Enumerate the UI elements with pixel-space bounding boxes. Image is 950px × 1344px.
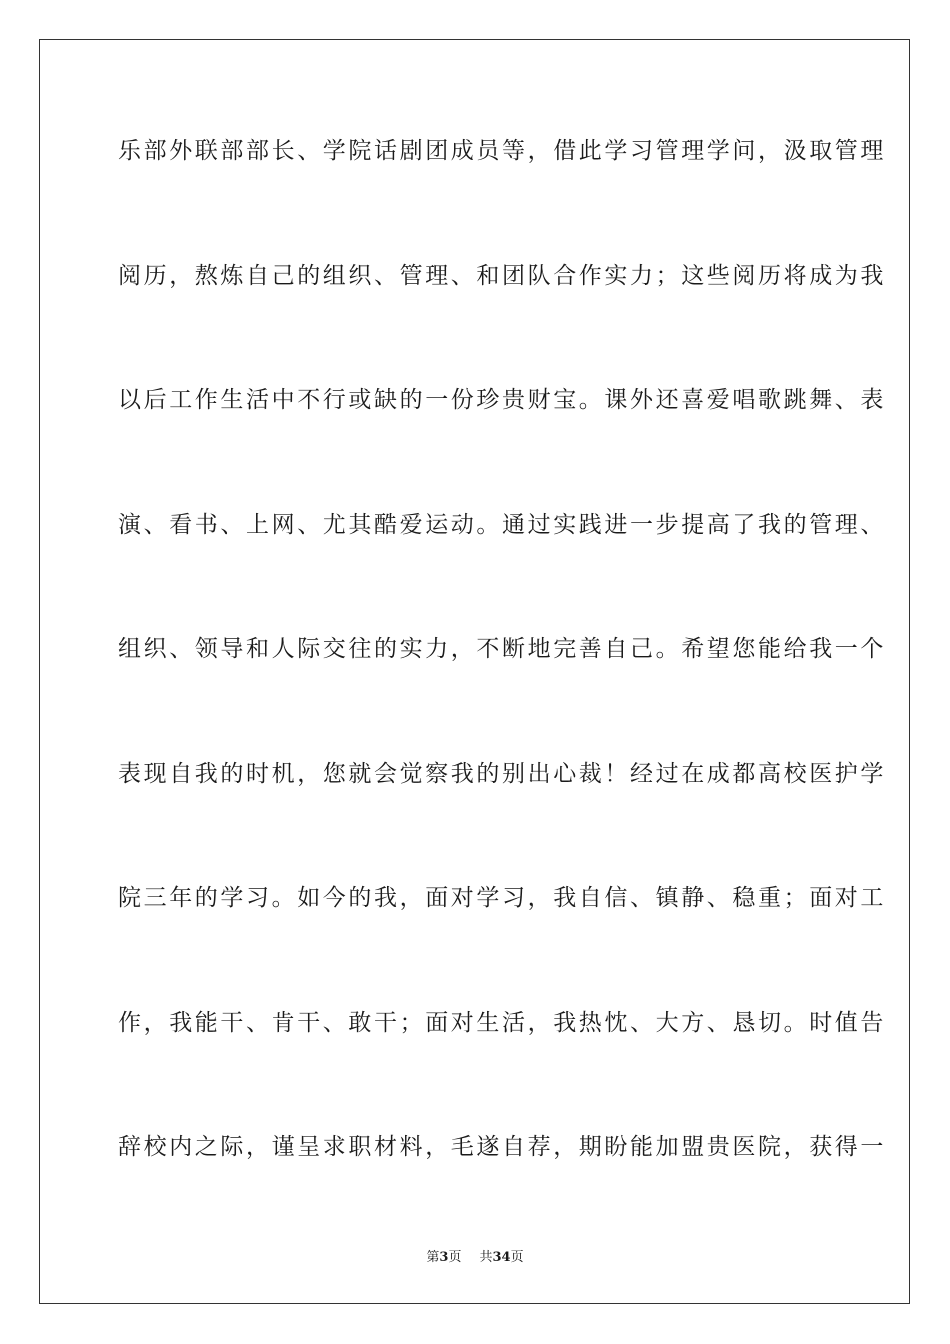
text-line: 组织、领导和人际交往的实力，不断地完善自己。希望您能给我一个 [118,636,886,662]
text-line: 作，我能干、肯干、敢干；面对生活，我热忱、大方、恳切。时值告 [118,1009,886,1036]
body-text [118,128,886,1249]
text-line: 表现自我的时机，您就会觉察我的别出心裁！经过在成都高校医护学 [118,760,886,787]
text-line: 以后工作生活中不行或缺的一份珍贵财宝。课外还喜爱唱歌跳舞、表 [118,387,886,413]
text-line: 乐部外联部部长、学院话剧团成员等，借此学习管理学问，汲取管理 [118,138,886,164]
text-line: 辞校内之际，谨呈求职材料，毛遂自荐，期盼能加盟贵医院，获得一 [118,1134,886,1160]
text-line: 阅历，熬炼自己的组织、管理、和团队合作实力；这些阅历将成为我 [118,262,886,289]
text-line: 演、看书、上网、尤其酷爱运动。通过实践进一步提高了我的管理、 [118,511,886,538]
page-number-label: 第3页 [426,1250,462,1265]
page-footer [0,1246,950,1265]
total-pages-label: 共34页 [479,1250,524,1265]
text-line: 院三年的学习。如今的我，面对学习，我自信、镇静、稳重；面对工 [118,885,886,911]
